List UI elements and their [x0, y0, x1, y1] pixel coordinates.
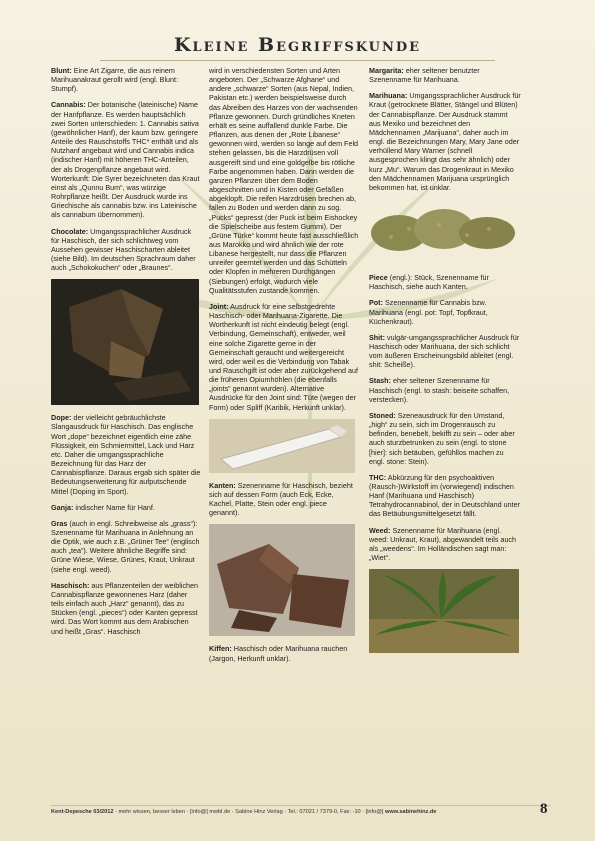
entry-blunt: Blunt: Eine Art Zigarre, die aus reinem Marihuanakraut gerollt wird (engl. Blunt: Stumpf).: [51, 66, 179, 94]
column-3: [369, 66, 521, 661]
entry-stash: Stash: eher seltener Szenenname für Haschisch (engl. to stash: beiseite schaffen, verstecken).: [369, 376, 510, 404]
entry-haschisch: Haschisch: aus Pflanzenteilen der weiblichen Cannabispflanze gewonnenes Harz (daher teils einfach auch „Harz“ genannt), das zu Stücken (engl. „pieces“) oder Kanten gepresst wird. Das Wort kommt aus dem Arabischen und heißt „Gras“. Haschisch: [51, 580, 199, 636]
entry-stoned: Stoned: Szeneausdruck für den Umstand, „high“ zu sein, sich im Drogenrausch zu befinden, benebelt, bekifft zu sein – oder aber auch sturzbetrunken zu sein (engl. to stone [hier]: sich betäuben, gefühllos machen zu engl. stone: Stein).: [369, 410, 515, 466]
entry-margarita: Margarita: eher seltener benutzter Szenenname für Marihuana.: [369, 66, 480, 85]
entry-chocolate: Chocolate: Umgangssprachlicher Ausdruck für Haschisch, der sich schlichtweg vom Aussehen gewisser Haschischarten ableitet (siehe Bild). Im deutschen Sprachraum daher auch „Schokokuchen“ oder „Braunes“.: [51, 226, 196, 273]
title-divider: [100, 60, 495, 61]
joint-photo: [209, 419, 355, 473]
entry-haschisch-cont: wird in verschiedensten Sorten und Arten angeboten. Der „Schwarze Afghane“ und andere „schwarze“ Sorten (aus Nepal, Indien, Pakistan etc.) werden beispielsweise durch das Abreiben des Harzes von der wachsenden Pflanze gewonnen. Durch gründliches Kneten erhält es seine auffallend dunkle Farbe. Die Pflanzen, aus denen der „Rote Libanese“ gewonnen wird, werden so lange auf dem Feld stehen gelassen, bis die Harzdrüsen voll ausgereift sind und eine goldgelbe bis rötliche Farbe angenommen haben. Dann werden die ganzen Pflanzen über dem Boden abgeschnitten und in Kisten oder Gefäßen abgeklopft. Die reifen Harzdrüsen brechen ab, fallen zu Boden und werden dann zu sog. „Pucks“ gepresst (der Puck ist beim Eishockey die Spielscheibe aus festem Gummi). Der „Grüne Türke“ kommt heute fast ausschließlich aus Marokko und wird ähnlich wie der rote Libanese hergestellt, nur dass die Pflanzen unreifer geerntet werden und das Schütteln oder Klopfen in mehreren Durchgängen (Siebungen) erfolgt, wodurch viele Qualitätsstufen zustande kommen.: [209, 66, 359, 295]
entry-kiffen: Kiffen: Haschisch oder Marihuana rauchen (Jargon, Herkunft unklar).: [209, 644, 348, 663]
entry-pot: Pot: Szenenname für Cannabis bzw. Marihuana (engl. pot: Topf, Topfkraut, Küchenkraut).: [369, 298, 488, 326]
entry-shit: Shit: vulgär-umgangssprachlicher Ausdruck für Haschisch oder Marihuana, der sich schlicht vom äußeren Erscheinungsbild ableitet (engl. shit: Scheiße).: [369, 332, 520, 370]
weed-photo: [369, 569, 519, 653]
column-2: [209, 66, 359, 670]
footer-divider: [51, 805, 551, 806]
entry-marihuana: Marihuana: Umgangssprachlicher Ausdruck für Kraut (getrocknete Blätter, Stängel und Blüten) der Cannabispflanze. Der Ausdruck stammt aus Mexiko und bezeichnet den Mädchennamen „Marijuana“, daher auch im engl. die Bezeichnungen Mary, Mary Jane oder verhüllend Mary Warner (schnell ausgesprochen klingt das sehr ähnlich) oder kurz „Mu“. Warum das Drogenkraut in Mexiko den Mädchennamen Marijuana ursprünglich bekommen hat, ist unklar.: [369, 91, 521, 192]
marihuana-bud-photo: [369, 199, 519, 265]
kanten-photo: [209, 524, 355, 636]
entry-gras: Gras (auch in engl. Schreibweise als „grass“): Szenenname für Marihuana in Anlehnung an die Optik, wie auch z.B. „Grüner Tee“ (englisch auch „tea“). Weitere ähnliche Begriffe sind: Grüne Wiese, Wiese, Grünes, Kraut, Unkraut (siehe engl. weed).: [51, 518, 200, 574]
footer: Kent-Depesche 03/2012 · mehr wissen, besser leben · [info@] mwbl.de · Sabine Hinz Verlag · Tel.: 07021 / 7379-0, Fax: -10 · [info@] www.sabinehinz.de: [51, 809, 437, 815]
column-1: [51, 66, 201, 643]
entry-kanten: Kanten: Szenenname für Haschisch, bezieht sich auf dessen Form (auch Eck, Ecke, Kachel, Platte, Stein oder engl. piece genannt).: [209, 480, 353, 518]
entry-weed: Weed: Szenenname für Marihuana (engl. weed: Unkraut, Kraut), abgewandelt teils auch als „weedens“. Im Holländischen sagt man: „Wiet“.: [369, 525, 517, 563]
entry-cannabis: Cannabis: Der botanische (lateinische) Name der Hanfpflanze. Es werden hauptsächlich zwei Sorten unterschieden: 1. Cannabis sativa (gewöhnlicher Hanf), der kaum bzw. geringere Anteile des Rauschstoffs THC* enthält und als Nutzhanf angebaut wird und Cannabis indica (indischer Hanf) mit höheren THC-Anteilen, der als Drogenpflanze angebaut wird. Worterkunft: Die Syrer bezeichneten das Kraut einst als „Qunnu Bum“, was würzige Rohrpflanze heißt. Der Ausdruck wurde ins Griechische als cannabis bzw. ins Lateinische als cannabum übernommen).: [51, 100, 200, 220]
entry-dope: Dope: der vielleicht gebräuchlichste Slangausdruck für Haschisch. Das englische Wort „dope“ bezeichnet eigentlich eine zähe Flüssigkeit, ein Schmiermittel, Lack und Harz etc. Daher die umgangssprachliche Bezeichnung für das Harz der Cannabispflanze. Daraus ergab sich später die Bedeutungserweiterung für aufputschende Mittel (Doping im Sport).: [51, 413, 201, 496]
hashish-photo: [51, 279, 199, 405]
page-title: Kleine Begriffskunde: [173, 34, 422, 56]
entry-ganja: Ganja: indischer Name für Hanf.: [51, 502, 155, 512]
entry-joint: Joint: Ausdruck für eine selbstgedrehte Haschisch- oder Marihuana-Zigarette. Die Wortherkunft ist nicht eindeutig belegt (engl. Verbindung, Gemeinschaft), entweder, weil eine solche Zigarette gerne in der Gemeinschaft geraucht und weitergereicht wird, oder weil es die Verbindung von Tabak und Rauschgift ist oder aber zurückgehend auf die früheren Opiumhöhlen (die ebenfalls „joints“ genannt wurden). Alternative Ausdrücke für den Joint sind: Tüte (wegen der Form) oder Spliff (Karibik, Herkunft unklar).: [209, 301, 359, 412]
page-number: 8: [540, 801, 548, 817]
entry-thc: THC: Abkürzung für den psychoaktiven (Rausch-)Wirkstoff im (vorwiegend) indischen Hanf (Marihuana und Haschisch) Tetrahydrocannabinol, der in Deutschland unter das Betäubungsmittelgesetzt fällt.: [369, 472, 521, 519]
entry-piece: Piece (engl.): Stück, Szenenname für Haschisch, siehe auch Kanten.: [369, 273, 489, 292]
